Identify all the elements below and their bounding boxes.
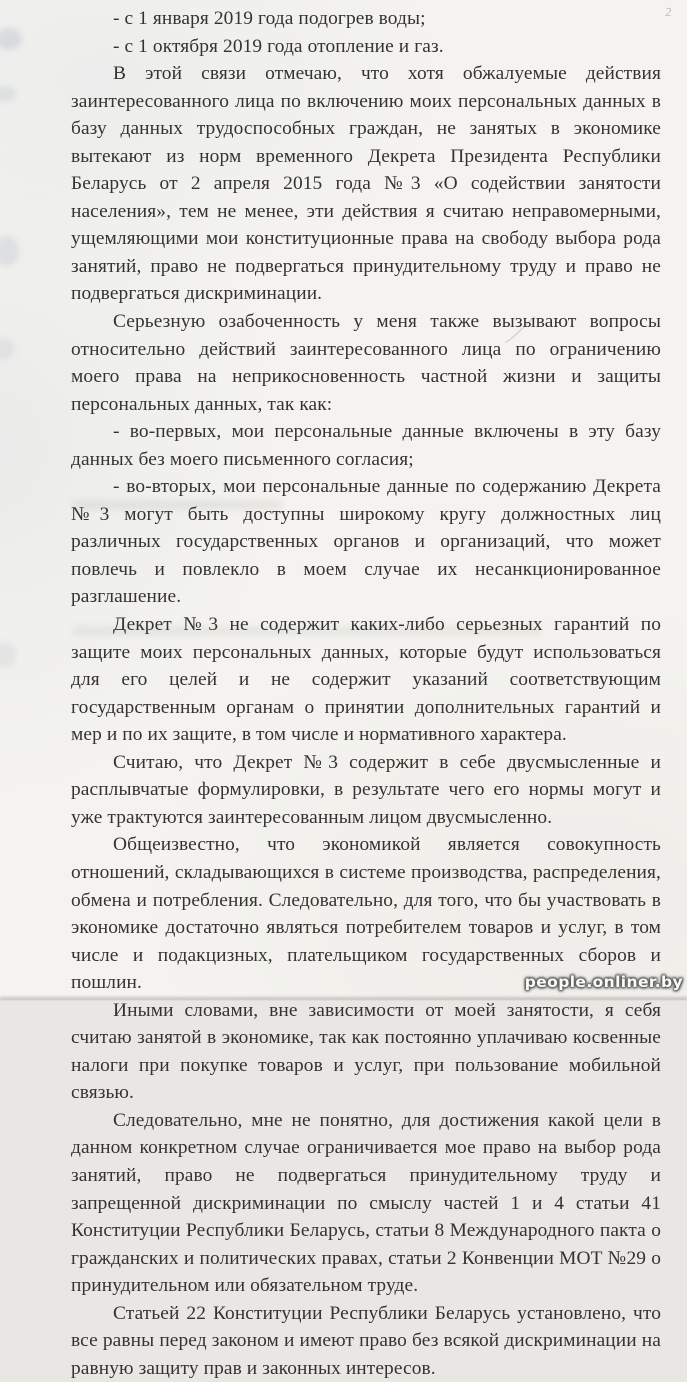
paragraph-privacy-concern: Серьезную озабоченность у меня также вызывают вопросы относительно действий заинтересованного лица по ограничению моего права на неприкосновенность частной жизни и защиты персональных данных, так как: [71,311,661,415]
paragraph-economy-definition: Общеизвестно, что экономикой является совокупность отношений, складывающихся в системе производства, распределения, обмена и потребления. Следовательно, для того, что бы участвовать в экономике достаточно являться потребителем товаров и услуг, в том числе и подакцизных, плательщиком государственных сборов и пошлин. [71,834,661,994]
watermark: people.onliner.by [524,973,683,991]
document-text-block [71,5,661,1382]
scan-bottom-edge [0,995,687,1000]
paragraph-no-guarantees: Декрет №3 не содержит каких-либо серьезных гарантий по защите моих персональных данных, которые будут использоваться для его целей и не содержит указаний соответствующим государственным органам о принятии дополнительных гарантий и мер и по их защите, в том числе и нормативного характера. [71,614,661,746]
scan-smudge-artifact [0,86,16,102]
paragraph-decree-context: В этой связи отмечаю, что хотя обжалуемые действия заинтересованного лица по включению моих персональных данных в базу данных трудоспособных граждан, не занятых в экономике вытекают из норм временного Декрета Президента Республики Беларусь от 2 апреля 2015 года №3 «О содействии занятости населения», тем не менее, эти действия я считаю неправомерными, ущемляющими мои конституционные права на свободу выбора рода занятий, право не подвергаться принудительному труду и право не подвергаться дискриминации. [71,63,661,305]
scan-smudge-artifact [0,28,22,50]
paragraph-rights-violation: Следовательно, мне не понятно, для достижения какой цели в данном конкретном случае ограничивается мое право на выбор рода занятий, право не подвергаться принудительному труду и запрещенной дискриминации по смыслу частей 1 и 4 статьи 41 Конституции Республики Беларусь, статьи 8 Международного пакта о гражданских и политических правах, статьи 2 Конвенции МОТ №29 о принудительном или обязательном труде. [71,1109,661,1297]
paragraph-indirect-taxes: Иными словами, вне зависимости от моей занятости, я себя считаю занятой в экономике, так как постоянно уплачиваю косвенные налоги при покупке товаров и услуг, при пользование мобильной связью. [71,999,661,1104]
list-item-hot-water: - с 1 января 2019 года подогрев воды; [113,8,426,29]
paragraph-ambiguous-wording: Считаю, что Декрет №3 содержит в себе двусмысленные и расплывчатые формулировки, в результате чего его нормы могут и уже трактуются заинтересованным лицом двусмысленно. [71,751,661,828]
paragraph-article-22: Статьей 22 Конституции Республики Беларусь установлено, что все равны перед законом и имеют право без всякой дискриминации на равную защиту прав и законных интересов. [71,1302,661,1379]
list-item-firstly: - во-первых, мои персональные данные включены в эту базу данных без моего письменного согласия; [71,421,661,470]
scan-smudge-artifact [0,338,14,360]
corner-mark-artifact: 2 [664,6,673,19]
scan-smudge-artifact [0,642,16,668]
list-item-secondly: - во-вторых, мои персональные данные по содержанию Декрета №3 могут быть доступны широкому кругу должностных лиц различных государственных органов и организаций, что может повлечь и повлекло в моем случае их несанкционированное разглашение. [71,476,661,608]
list-item-heating-gas: - с 1 октября 2019 года отопление и газ. [113,35,444,57]
scan-smudge-artifact [0,236,19,266]
